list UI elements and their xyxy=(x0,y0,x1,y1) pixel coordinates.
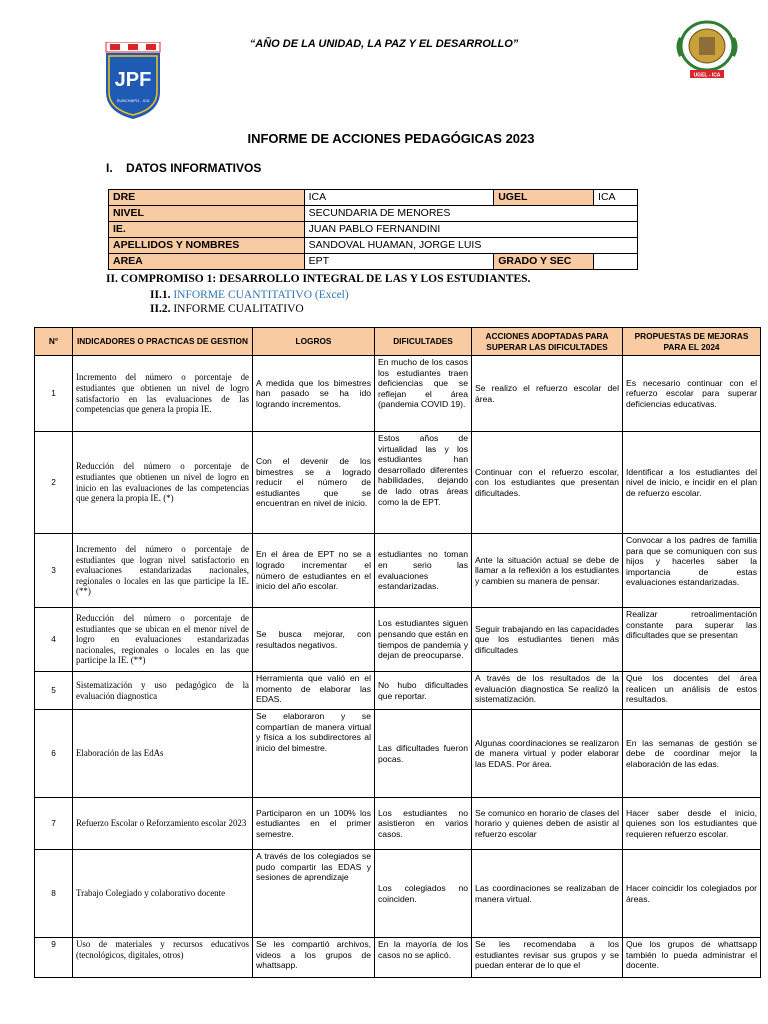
subsection-2-2-text: INFORME CUALITATIVO xyxy=(170,303,304,315)
section-1-heading xyxy=(106,161,261,175)
quantitative-report-link[interactable]: INFORME CUANTITATIVO (Excel) xyxy=(170,289,349,301)
row-action: Se comunico en horario de clases del horario y quienes deben de asistir al refuerzo escolar xyxy=(472,798,623,850)
header-indicators: INDICADORES O PRACTICAS DE GESTION xyxy=(73,328,253,356)
table-row xyxy=(35,356,761,432)
row-number: 6 xyxy=(35,710,73,798)
row-number: 9 xyxy=(35,938,73,978)
section-1-number: I. xyxy=(106,161,113,175)
row-number: 4 xyxy=(35,608,73,672)
row-difficulty: Los estudiantes no asistieron en varios casos. xyxy=(375,798,472,850)
table-row xyxy=(35,798,761,850)
area-label: AREA xyxy=(109,254,305,270)
row-difficulty: No hubo dificultades que reportar. xyxy=(375,672,472,710)
row-proposal: Que los grupos de whattsapp también lo pueda administrar el docente. xyxy=(623,938,761,978)
nivel-value: SECUNDARIA DE MENORES xyxy=(304,206,637,222)
row-achievement: Participaron en un 100% los estudiantes en el primer semestre. xyxy=(253,798,375,850)
row-achievement: Herramienta que valió en el momento de elaborar las EDAS. xyxy=(253,672,375,710)
row-action: Continuar con el refuerzo escolar, con los estudiantes que presentan dificultades. xyxy=(472,432,623,534)
row-indicator: Uso de materiales y recursos educativos (tecnológicos, digitales, otros) xyxy=(73,938,253,978)
row-achievement: Se elaboraron y se compartían de manera virtual y física a los subdirectores al inicio del bimestre. xyxy=(253,710,375,798)
table-row xyxy=(35,672,761,710)
ugel-value: ICA xyxy=(594,190,638,206)
ugel-seal-label: UGEL - ICA xyxy=(693,72,721,79)
row-difficulty: estudiantes no toman en serio las evaluaciones estandarizadas. xyxy=(375,534,472,608)
row-action: Algunas coordinaciones se realizaron de manera virtual y poder elaborar las EDAS. Por área. xyxy=(472,710,623,798)
school-logo-subtext: SUBCHAPO - ICA xyxy=(116,98,150,103)
row-indicator: Elaboración de las EdAs xyxy=(73,710,253,798)
table-row xyxy=(35,938,761,978)
row-difficulty: En la mayoría de los casos no se aplicó. xyxy=(375,938,472,978)
area-value: EPT xyxy=(304,254,494,270)
header-number: N° xyxy=(35,328,73,356)
row-proposal: Convocar a los padres de familia para que se comuniquen con sus hijos y hacerles saber la importancia de estas evaluaciones estandarizadas. xyxy=(623,534,761,608)
ie-label: IE. xyxy=(109,222,305,238)
row-proposal: Que los docentes del área realicen un análisis de estos resultados. xyxy=(623,672,761,710)
nombres-label: APELLIDOS Y NOMBRES xyxy=(109,238,305,254)
table-row xyxy=(35,432,761,534)
row-proposal: Hacer coincidir los colegiados por áreas. xyxy=(623,850,761,938)
section-2-heading: II. COMPROMISO 1: DESARROLLO INTEGRAL DE LAS Y LOS ESTUDIANTES. xyxy=(106,273,531,285)
row-indicator: Reducción del número o porcentaje de estudiantes que obtienen un nivel de logro en inicio en las evaluaciones de las competencias que genera la propia IE. (*) xyxy=(73,432,253,534)
row-action: Seguir trabajando en las capacidades que los estudiantes tienen más dificultades xyxy=(472,608,623,672)
subsection-2-2-number: II.2. xyxy=(150,303,171,315)
row-number: 5 xyxy=(35,672,73,710)
row-number: 3 xyxy=(35,534,73,608)
row-proposal: Identificar a los estudiantes del nivel de inicio, e incidir en el plan de refuerzo escolar. xyxy=(623,432,761,534)
subsection-2-1 xyxy=(150,289,349,301)
subsection-2-2 xyxy=(150,303,304,315)
row-number: 1 xyxy=(35,356,73,432)
dre-label: DRE xyxy=(109,190,305,206)
row-achievement: A medida que los bimestres han pasado se ha ido logrando incrementos. xyxy=(253,356,375,432)
row-number: 2 xyxy=(35,432,73,534)
row-difficulty: En mucho de los casos los estudiantes traen deficiencias que se reflejan el área (pandemia COVID 19). xyxy=(375,356,472,432)
row-proposal: En las semanas de gestión se debe de coordinar mejor la elaboración de las edas. xyxy=(623,710,761,798)
row-achievement: A través de los colegiados se pudo compartir las EDAS y sesiones de aprendizaje xyxy=(253,850,375,938)
subsection-2-1-number: II.1. xyxy=(150,289,171,301)
school-logo-text: JPF xyxy=(114,69,152,91)
ugel-seal-logo xyxy=(668,18,746,80)
row-difficulty: Las dificultades fueron pocas. xyxy=(375,710,472,798)
row-indicator: Trabajo Colegiado y colaborativo docente xyxy=(73,850,253,938)
grado-value xyxy=(594,254,638,270)
ugel-label: UGEL xyxy=(494,190,594,206)
section-1-title: DATOS INFORMATIVOS xyxy=(126,161,262,175)
nivel-label: NIVEL xyxy=(109,206,305,222)
row-indicator: Incremento del número o porcentaje de estudiantes que logran nivel satisfactorio en evaluaciones estandarizadas nacionales, regionales o locales en las que participe la IE. (**) xyxy=(73,534,253,608)
dre-value: ICA xyxy=(304,190,494,206)
report-title: INFORME DE ACCIONES PEDAGÓGICAS 2023 xyxy=(247,131,535,146)
row-indicator: Incremento del número o porcentaje de estudiantes que obtienen un nivel de logro satisfactorio en las evaluaciones de las competencias que genera la propia IE. xyxy=(73,356,253,432)
row-difficulty: Los colegiados no coinciden. xyxy=(375,850,472,938)
row-proposal: Hacer saber desde el inicio, quienes son los estudiantes que requieren refuerzo escolar. xyxy=(623,798,761,850)
header-difficulties: DIFICULTADES xyxy=(375,328,472,356)
row-proposal: Es necesario continuar con el refuerzo escolar para superar deficiencias educativas. xyxy=(623,356,761,432)
row-achievement: Se busca mejorar, con resultados negativos. xyxy=(253,608,375,672)
row-action: A través de los resultados de la evaluación diagnostica Se realizó la sistematización. xyxy=(472,672,623,710)
qualitative-report-table xyxy=(34,327,761,978)
table-row xyxy=(35,534,761,608)
row-achievement: Con el devenir de los bimestres se a logrado reducir el número de estudiantes que se encuentran en nivel de inicio. xyxy=(253,432,375,534)
row-number: 7 xyxy=(35,798,73,850)
row-proposal: Realizar retroalimentación constante para superar las dificultades que se presentan xyxy=(623,608,761,672)
row-action: Ante la situación actual se debe de llamar a la reflexión a los estudiantes y cambien su manera de pensar. xyxy=(472,534,623,608)
info-table xyxy=(108,189,638,270)
row-achievement: En el área de EPT no se a logrado incrementar el número de estudiantes en el inicio del año escolar. xyxy=(253,534,375,608)
motto: “AÑO DE LA UNIDAD, LA PAZ Y EL DESARROLLO” xyxy=(249,38,519,50)
row-indicator: Reducción del número o porcentaje de estudiantes que se ubican en el menor nivel de logro en evaluaciones estandarizadas nacionales, regionales o locales en las que participe la IE. (**) xyxy=(73,608,253,672)
row-indicator: Refuerzo Escolar o Reforzamiento escolar 2023 xyxy=(73,798,253,850)
header-proposals: PROPUESTAS DE MEJORAS PARA EL 2024 xyxy=(623,328,761,356)
row-action: Las coordinaciones se realizaban de manera virtual. xyxy=(472,850,623,938)
row-difficulty: Estos años de virtualidad las y los estudiantes han desarrollado diferentes habilidades, dejando de lado otras áreas como la de EPT. xyxy=(375,432,472,534)
table-row xyxy=(35,710,761,798)
row-action: Se les recomendaba a los estudiantes revisar sus grupos y se puedan enterar de lo que el xyxy=(472,938,623,978)
row-achievement: Se les compartió archivos, videos a los grupos de whattsapp. xyxy=(253,938,375,978)
grado-label: GRADO Y SEC xyxy=(494,254,594,270)
header-achievements: LOGROS xyxy=(253,328,375,356)
row-action: Se realizo el refuerzo escolar del área. xyxy=(472,356,623,432)
table-row xyxy=(35,608,761,672)
school-logo xyxy=(104,42,162,120)
row-difficulty: Los estudiantes siguen pensando que están en tiempos de pandemia y dejan de preocuparse. xyxy=(375,608,472,672)
row-indicator: Sistematización y uso pedagógico de la evaluación diagnostica xyxy=(73,672,253,710)
nombres-value: SANDOVAL HUAMAN, JORGE LUIS xyxy=(304,238,637,254)
ie-value: JUAN PABLO FERNANDINI xyxy=(304,222,637,238)
table-row xyxy=(35,850,761,938)
row-number: 8 xyxy=(35,850,73,938)
header-actions: ACCIONES ADOPTADAS PARA SUPERAR LAS DIFICULTADES xyxy=(472,328,623,356)
